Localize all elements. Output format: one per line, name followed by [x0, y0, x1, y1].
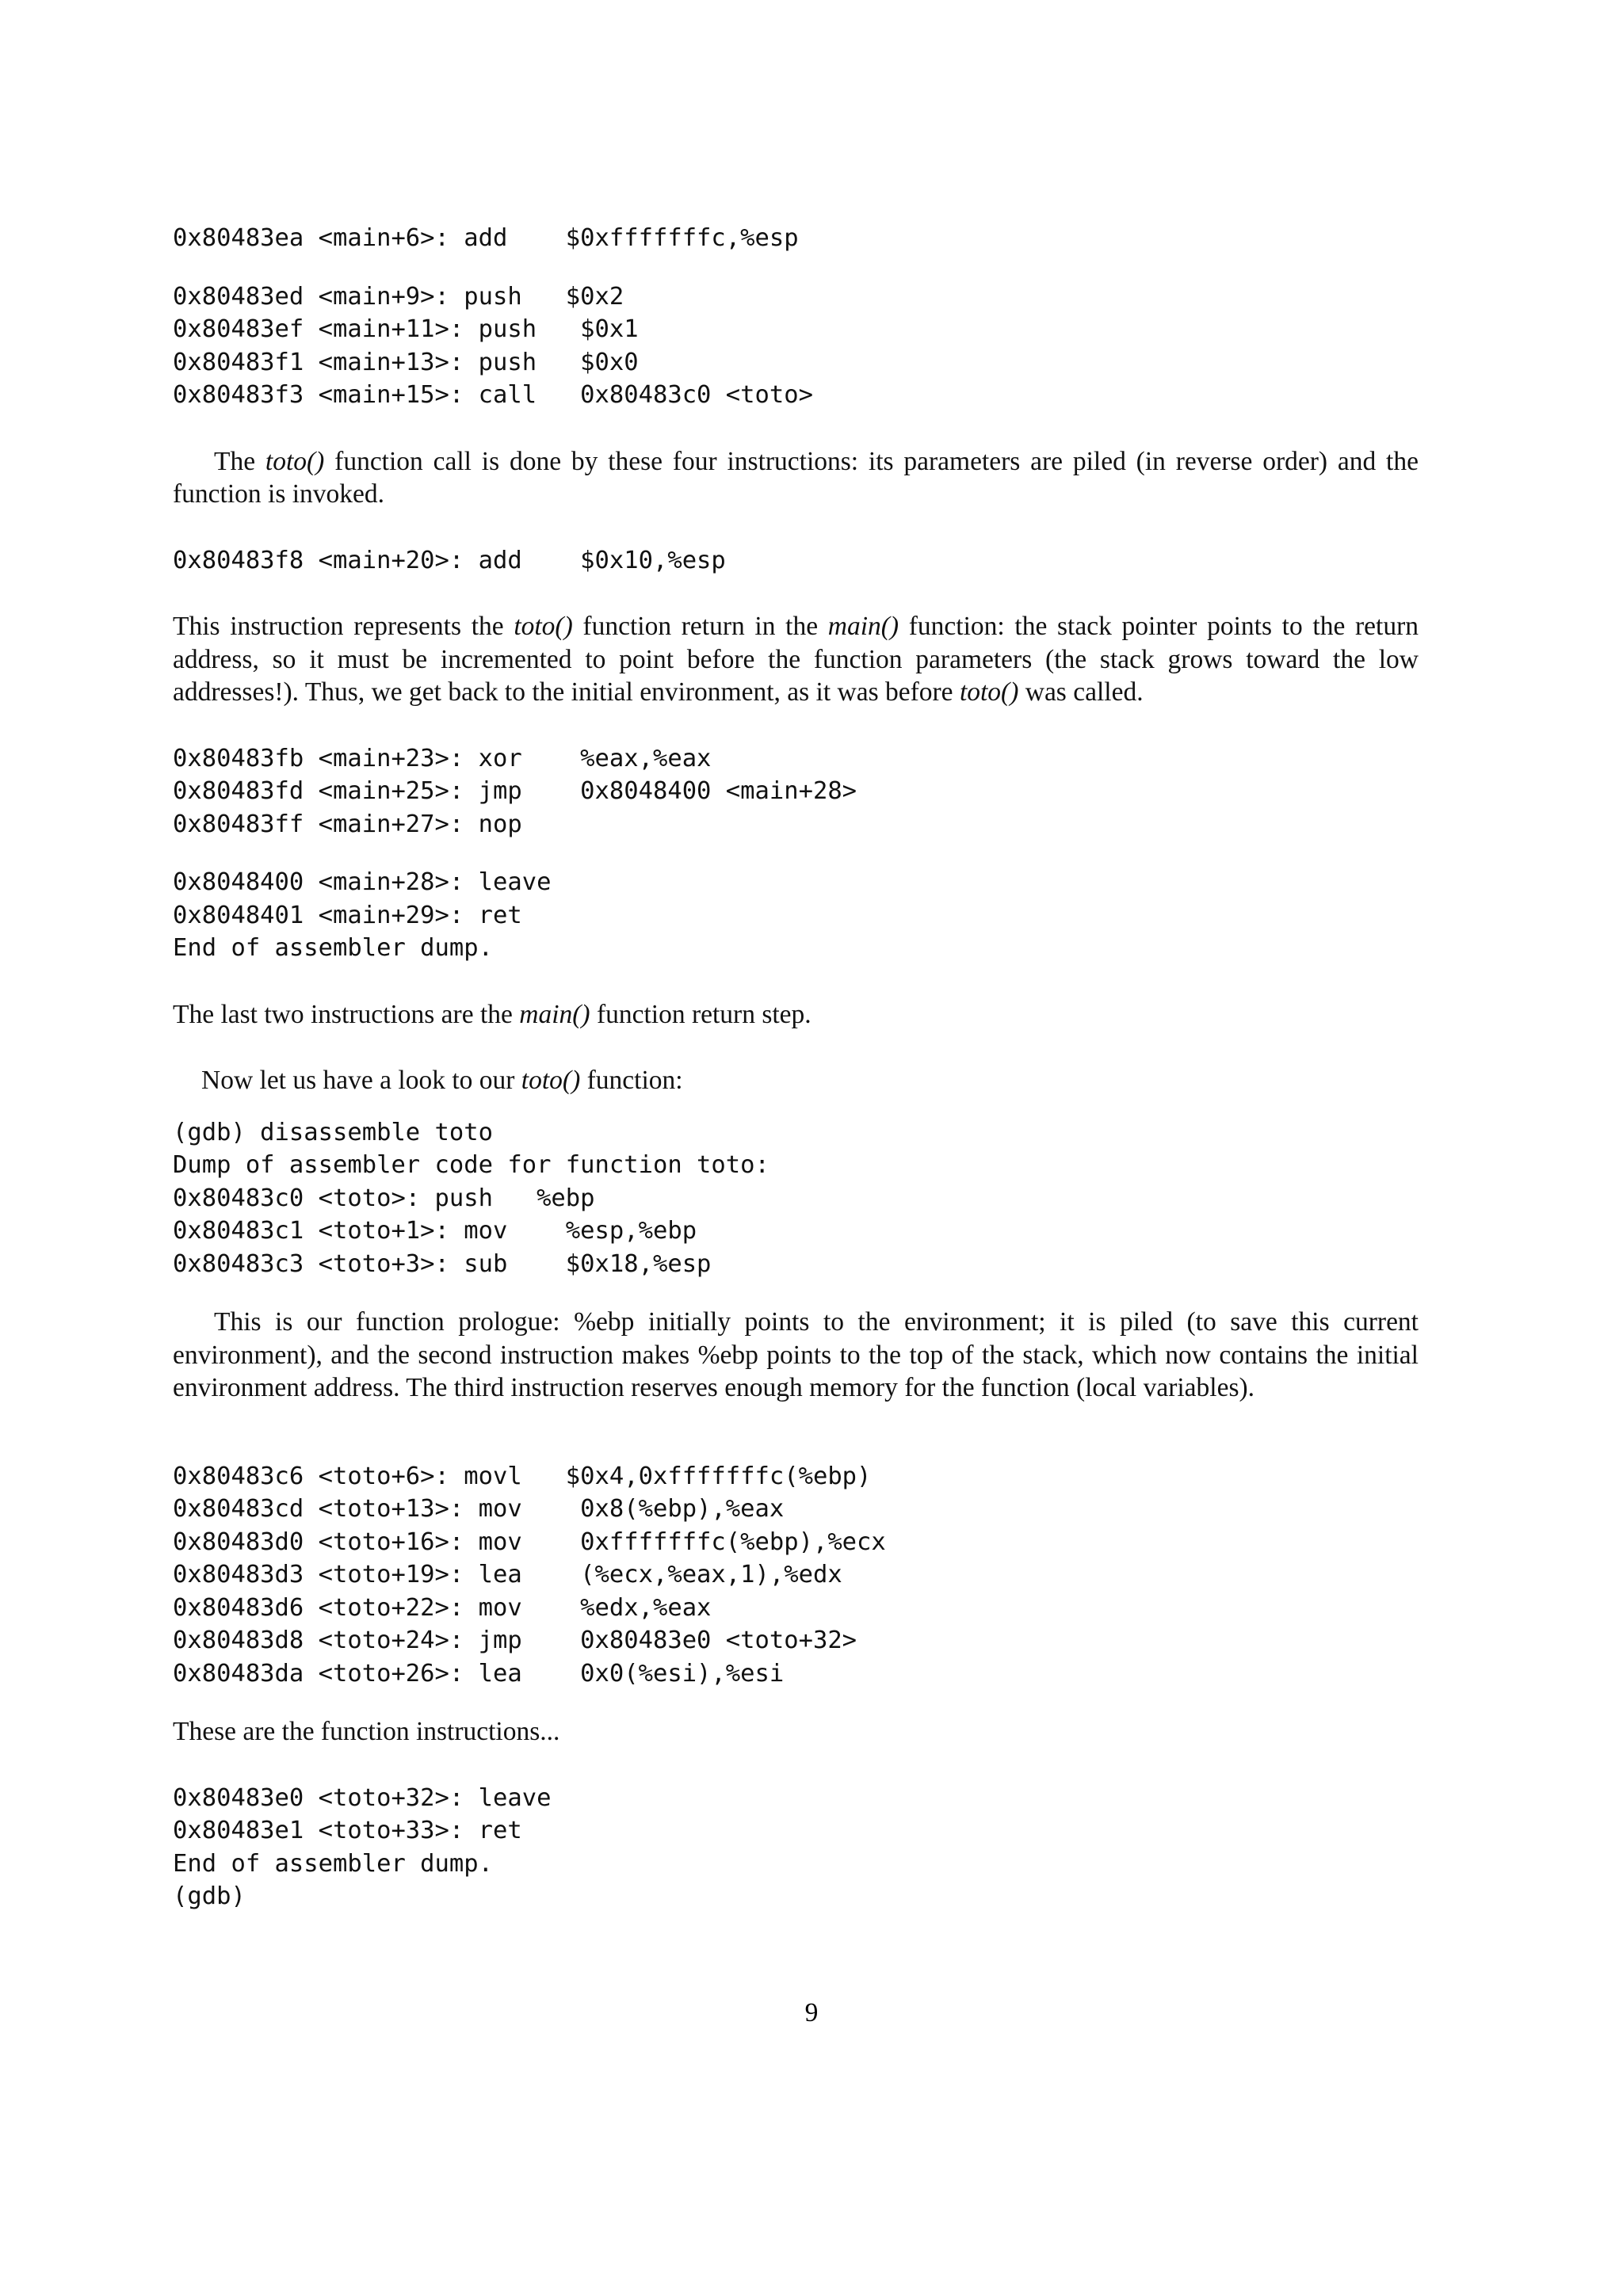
code-line: 0x8048400 <main+28>: leave — [173, 868, 552, 896]
function-name: toto() — [514, 612, 573, 641]
code-line: 0x80483f1 <main+13>: push $0x0 — [173, 348, 639, 376]
code-block-toto-body — [173, 1460, 1419, 1691]
code-line: 0x80483c1 <toto+1>: mov %esp,%ebp — [173, 1217, 697, 1245]
code-line: 0x80483ea <main+6>: add $0xfffffffc,%esp — [173, 224, 799, 252]
code-line: 0x80483fb <main+23>: xor %eax,%eax — [173, 744, 712, 772]
text-span: This instruction represents the — [173, 612, 514, 641]
text-span: function return in the — [572, 612, 828, 641]
code-block-toto-prologue — [173, 1116, 1419, 1281]
code-line: 0x80483ef <main+11>: push $0x1 — [173, 315, 639, 343]
paragraph-return-explanation — [173, 610, 1419, 709]
code-line: 0x80483f8 <main+20>: add $0x10,%esp — [173, 546, 726, 574]
code-line: 0x80483d8 <toto+24>: jmp 0x80483e0 <toto+32> — [173, 1627, 857, 1654]
text-span: was called. — [1018, 677, 1144, 707]
code-line: 0x80483da <toto+26>: lea 0x0(%esi),%esi — [173, 1659, 785, 1688]
function-name: toto() — [521, 1066, 581, 1095]
page-number: 9 — [804, 1998, 819, 2027]
text-span: function: — [580, 1066, 683, 1095]
code-line: 0x80483c6 <toto+6>: movl $0x4,0xfffffffc(%ebp) — [173, 1462, 872, 1490]
code-line: 0x80483d6 <toto+22>: mov %edx,%eax — [173, 1593, 712, 1622]
code-line: Dump of assembler code for function toto: — [173, 1151, 769, 1179]
paragraph-function-instructions: These are the function instructions... — [173, 1717, 560, 1746]
function-name: toto() — [959, 677, 1019, 707]
code-line: 0x80483fd <main+25>: jmp 0x8048400 <main+28> — [173, 777, 857, 805]
text-span: function: the stack pointer points to the return address, so it must be incremented to point before the function parameters (the stack grows toward the low addresses!). Thus, we get back to the initial environment, as it was before — [173, 612, 1419, 707]
code-line: 0x80483f3 <main+15>: call 0x80483c0 <toto> — [173, 381, 813, 409]
function-name: main() — [827, 612, 899, 641]
code-line: 0x80483ff <main+27>: nop — [173, 810, 522, 838]
code-line: 0x80483cd <toto+13>: mov 0x8(%ebp),%eax — [173, 1495, 785, 1523]
paragraph-toto-intro — [173, 1064, 1419, 1097]
code-line: End of assembler dump. — [173, 934, 493, 962]
code-line: 0x80483d0 <toto+16>: mov 0xfffffffc(%ebp),%ecx — [173, 1527, 886, 1556]
code-block-main-push — [173, 222, 1419, 412]
code-line: (gdb) disassemble toto — [173, 1118, 493, 1146]
text-span: function return step. — [590, 999, 812, 1029]
text-span: The last two instructions are the — [173, 999, 520, 1029]
code-block-main-end — [173, 742, 1419, 965]
text-span: Now let us have a look to our — [201, 1066, 521, 1095]
paragraph-main-return — [173, 998, 1419, 1032]
paragraph-prologue-explanation: This is our function prologue: %ebp initially points to the environment; it is piled (to save this current environment), and the second instruction makes %ebp points to the top of the stack, which now contains the initial environment address. The third instruction reserves enough memory for the function (local variables). — [173, 1307, 1419, 1402]
code-line: (gdb) — [173, 1882, 246, 1910]
code-line: 0x8048401 <main+29>: ret — [173, 901, 522, 929]
code-block-toto-end — [173, 1782, 1419, 1913]
function-name: main() — [519, 999, 590, 1029]
code-line: End of assembler dump. — [173, 1849, 493, 1878]
function-name: toto() — [265, 446, 325, 476]
text-span: The — [214, 446, 265, 476]
code-line: 0x80483d3 <toto+19>: lea (%ecx,%eax,1),%edx — [173, 1561, 842, 1589]
code-line: 0x80483c0 <toto>: push %ebp — [173, 1184, 595, 1212]
code-line: 0x80483c3 <toto+3>: sub $0x18,%esp — [173, 1249, 712, 1278]
text-span: function call is done by these four instructions: its parameters are piled (in reverse order) and the function is invoked. — [173, 446, 1419, 509]
code-line: 0x80483ed <main+9>: push $0x2 — [173, 282, 624, 311]
code-line: 0x80483e1 <toto+33>: ret — [173, 1817, 522, 1844]
code-line: 0x80483e0 <toto+32>: leave — [173, 1783, 552, 1812]
document-page — [173, 222, 1419, 1913]
paragraph-call-explanation — [173, 445, 1419, 511]
